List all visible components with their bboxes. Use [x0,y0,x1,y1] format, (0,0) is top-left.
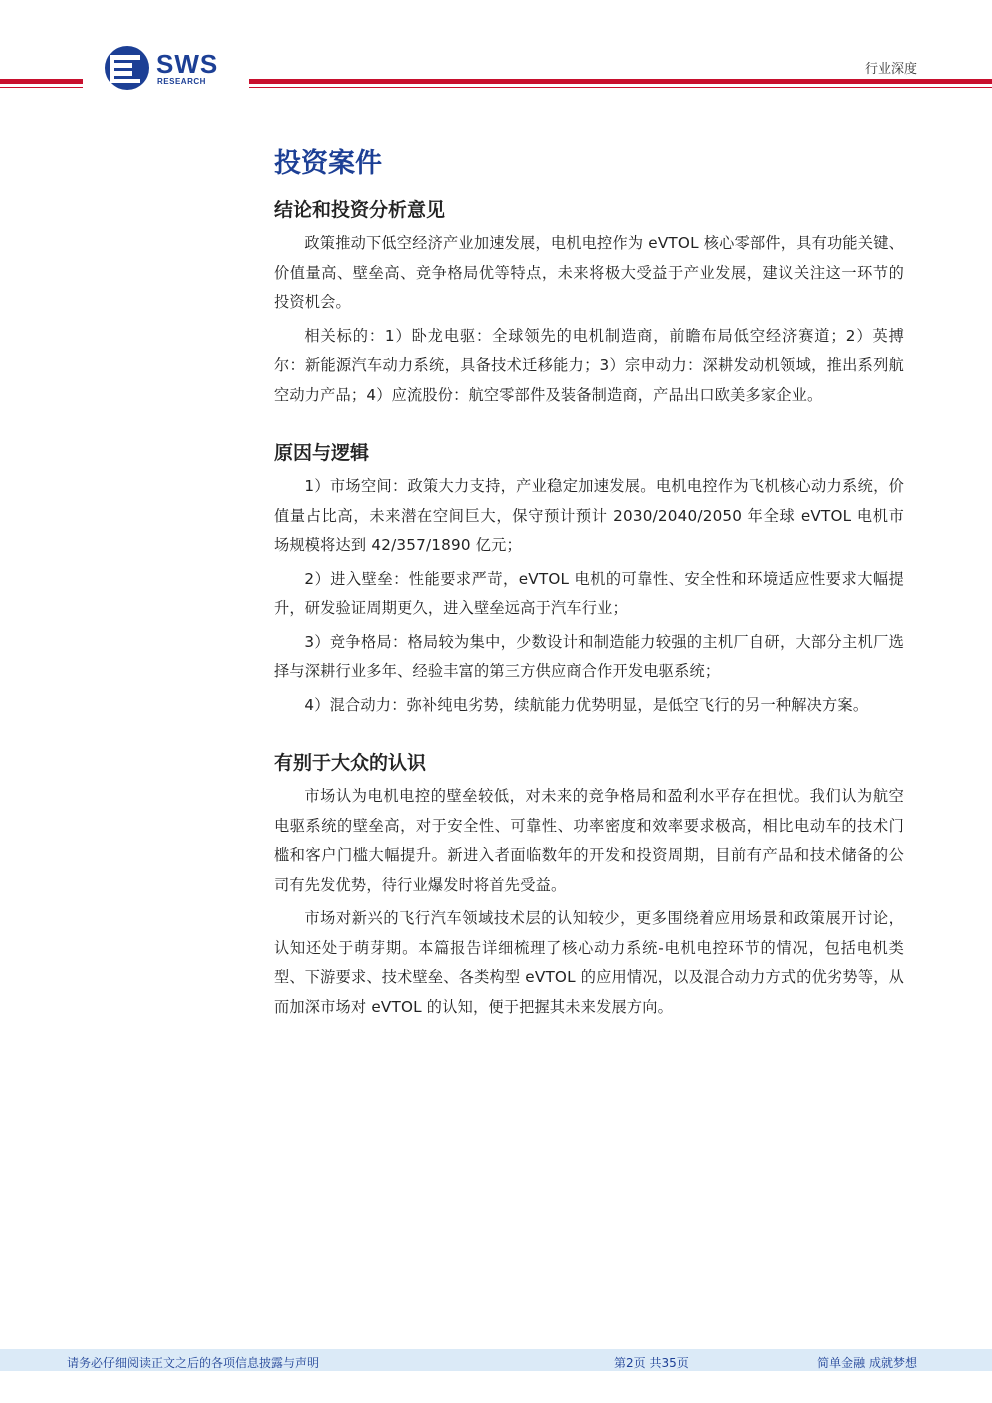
header-rule [249,79,992,84]
section-heading: 原因与逻辑 [274,442,370,464]
main-content [274,145,904,1026]
paragraph: 政策推动下低空经济产业加速发展，电机电控作为 eVTOL 核心零部件，具有功能关键、价值量高、壁垒高、竞争格局优等特点，未来将极大受益于产业发展，建议关注这一环节的投资机会。 [274,234,904,311]
header-rule [249,87,992,88]
footer-disclaimer: 请务必仔细阅读正文之后的各项信息披露与声明 [67,1356,320,1370]
paragraph: 1）市场空间：政策大力支持，产业稳定加速发展。电机电控作为飞机核心动力系统，价值量占比高，未来潜在空间巨大，保守预计预计 2030/2040/2050 年全球 eVTOL 电机市场规模将达到 42/357/1890 亿元； [274,477,904,554]
sws-logo [104,45,244,91]
section-reasons [274,438,904,720]
page-number: 第2页 共35页 [614,1356,689,1370]
paragraph: 4）混合动力：弥补纯电劣势，续航能力优势明显，是低空飞行的另一种解决方案。 [304,695,869,714]
document-type-label: 行业深度 [864,62,917,77]
header-rule [0,79,83,84]
paragraph: 3）竞争格局：格局较为集中，少数设计和制造能力较强的主机厂自研，大部分主机厂选择与深耕行业多年、经验丰富的第三方供应商合作开发电驱系统； [274,632,904,680]
header-rule [0,87,83,88]
sws-logo-icon [104,45,150,91]
section-heading: 结论和投资分析意见 [274,199,446,221]
paragraph: 2）进入壁垒：性能要求严苛，eVTOL 电机的可靠性、安全性和环境适应性要求大幅提升，研发验证周期更久，进入壁垒远高于汽车行业； [274,569,904,617]
page-title: 投资案件 [274,148,382,179]
section-differentiated-view [274,748,904,1022]
paragraph: 相关标的：1）卧龙电驱：全球领先的电机制造商，前瞻布局低空经济赛道；2）英搏尔：新能源汽车动力系统，具备技术迁移能力；3）宗申动力：深耕发动机领域，推出系列航空动力产品；4）应流股份：航空零部件及装备制造商，产品出口欧美多家企业。 [274,326,904,404]
logo-wordmark: SWS [156,49,219,79]
paragraph: 市场认为电机电控的壁垒较低，对未来的竞争格局和盈利水平存在担忧。我们认为航空电驱系统的壁垒高，对于安全性、可靠性、功率密度和效率要求极高，相比电动车的技术门槛和客户门槛大幅提升。新进入者面临数年的开发和投资周期，目前有产品和技术储备的公司有先发优势，待行业爆发时将首先受益。 [274,787,904,894]
section-conclusion [274,195,904,410]
section-heading: 有别于大众的认识 [274,752,427,774]
logo-subtitle: RESEARCH [157,77,206,86]
paragraph: 市场对新兴的飞行汽车领域技术层的认知较少，更多围绕着应用场景和政策展开讨论，认知还处于萌芽期。本篇报告详细梳理了核心动力系统-电机电控环节的情况，包括电机类型、下游要求、技术壁垒、各类构型 eVTOL 的应用情况，以及混合动力方式的优劣势等，从而加深市场对 eVTOL 的认知，便于把握其未来发展方向。 [274,909,904,1016]
footer-slogan: 简单金融 成就梦想 [817,1356,917,1370]
